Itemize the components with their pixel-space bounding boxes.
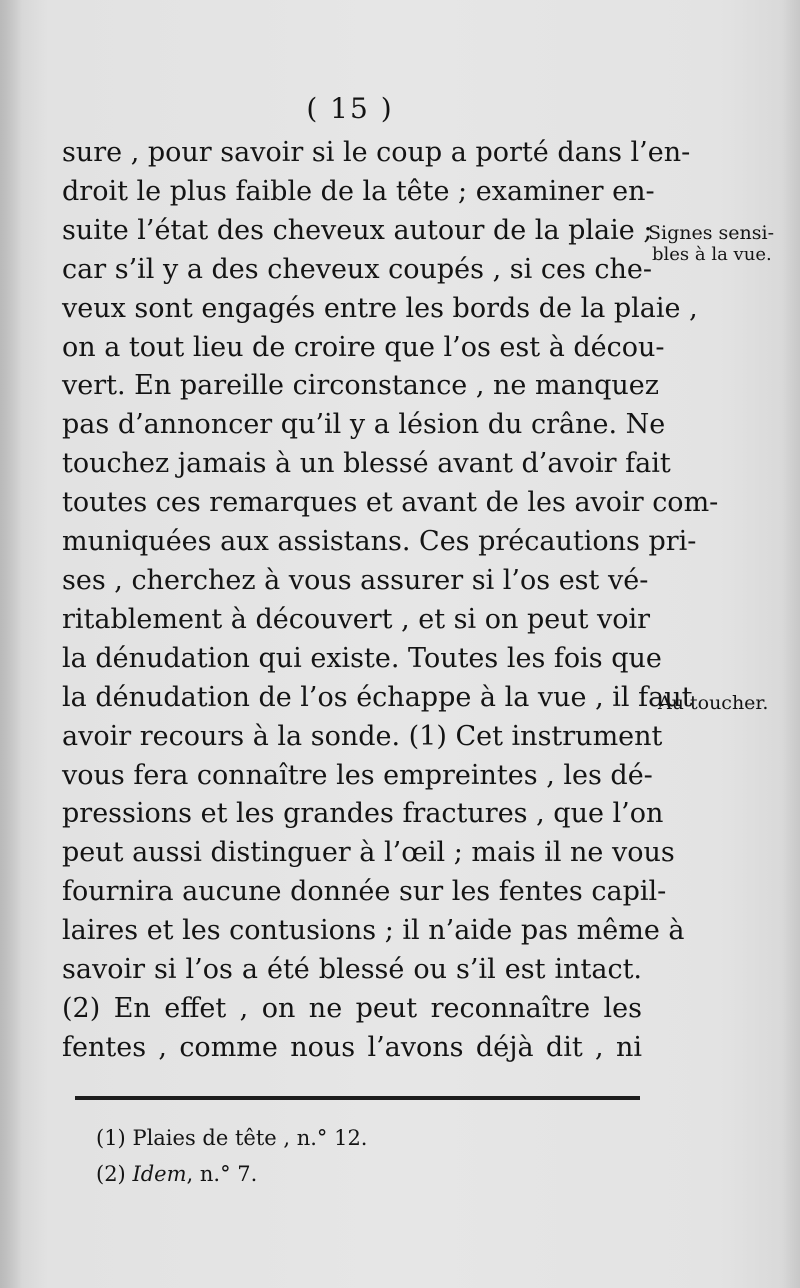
text-line: on a tout lieu de croire que l’os est à décou- <box>62 331 665 363</box>
text-line: ses , cherchez à vous assurer si l’os est vé- <box>62 564 649 596</box>
footnote-2 <box>96 1156 367 1192</box>
text-line: (2) En effet , on ne peut reconnaître les <box>62 992 642 1024</box>
text-line: veux sont engagés entre les bords de la plaie , <box>62 292 698 324</box>
text-line: vert. En pareille circonstance , ne manquez <box>62 370 659 402</box>
margin-note-toucher: Au toucher. <box>658 692 769 714</box>
margin-note-signes <box>648 222 774 266</box>
page-edge-shadow <box>782 0 800 1288</box>
text-line: fentes , comme nous l’avons déjà dit , ni <box>62 1031 642 1063</box>
page-number: ( 15 ) <box>306 92 394 125</box>
footnote-text: Plaies de tête , n.° 12. <box>132 1126 368 1150</box>
text-line: touchez jamais à un blessé avant d’avoir fait <box>62 448 671 480</box>
text-line: sure , pour savoir si le coup a porté dans l’en- <box>62 137 691 168</box>
footnote-marker: (1) <box>96 1126 126 1150</box>
text-line: muniquées aux assistans. Ces précautions pri- <box>62 526 697 558</box>
text-line: avoir recours à la sonde. (1) Cet instrument <box>62 720 663 752</box>
footnote-marker: (2) <box>96 1162 126 1186</box>
text-line: fournira aucune donnée sur les fentes capil- <box>62 876 667 908</box>
page-gutter-shadow <box>0 0 22 1288</box>
text-line: suite l’état des cheveux autour de la plaie ; <box>62 214 653 246</box>
margin-note-line: bles à la vue. <box>652 244 772 265</box>
text-line: laires et les contusions ; il n’aide pas même à <box>62 915 685 947</box>
text-line: savoir si l’os a été blessé ou s’il est intact. <box>62 954 642 986</box>
text-line: peut aussi distinguer à l’œil ; mais il ne vous <box>62 837 675 869</box>
margin-note-line: Signes sensi- <box>648 222 775 244</box>
text-line: la dénudation qui existe. Toutes les fois que <box>62 642 662 674</box>
text-line: droit le plus faible de la tête ; examiner en- <box>62 175 655 207</box>
text-line: vous fera connaître les empreintes , les dé- <box>62 759 653 791</box>
text-line: toutes ces remarques et avant de les avoir com- <box>62 487 719 519</box>
text-line: ritablement à découvert , et si on peut voir <box>62 603 651 635</box>
footnote-italic-text: Idem <box>132 1162 187 1186</box>
text-line: la dénudation de l’os échappe à la vue , il faut <box>62 681 693 713</box>
footnote-1 <box>96 1120 367 1156</box>
footnotes <box>96 1120 367 1192</box>
text-line: pas d’annoncer qu’il y a lésion du crâne. Ne <box>62 409 666 441</box>
footnote-text: , n.° 7. <box>186 1162 258 1186</box>
footnote-rule <box>75 1096 640 1100</box>
text-line: pressions et les grandes fractures , que l’on <box>62 798 664 830</box>
text-line: car s’il y a des cheveux coupés , si ces che- <box>62 253 652 285</box>
